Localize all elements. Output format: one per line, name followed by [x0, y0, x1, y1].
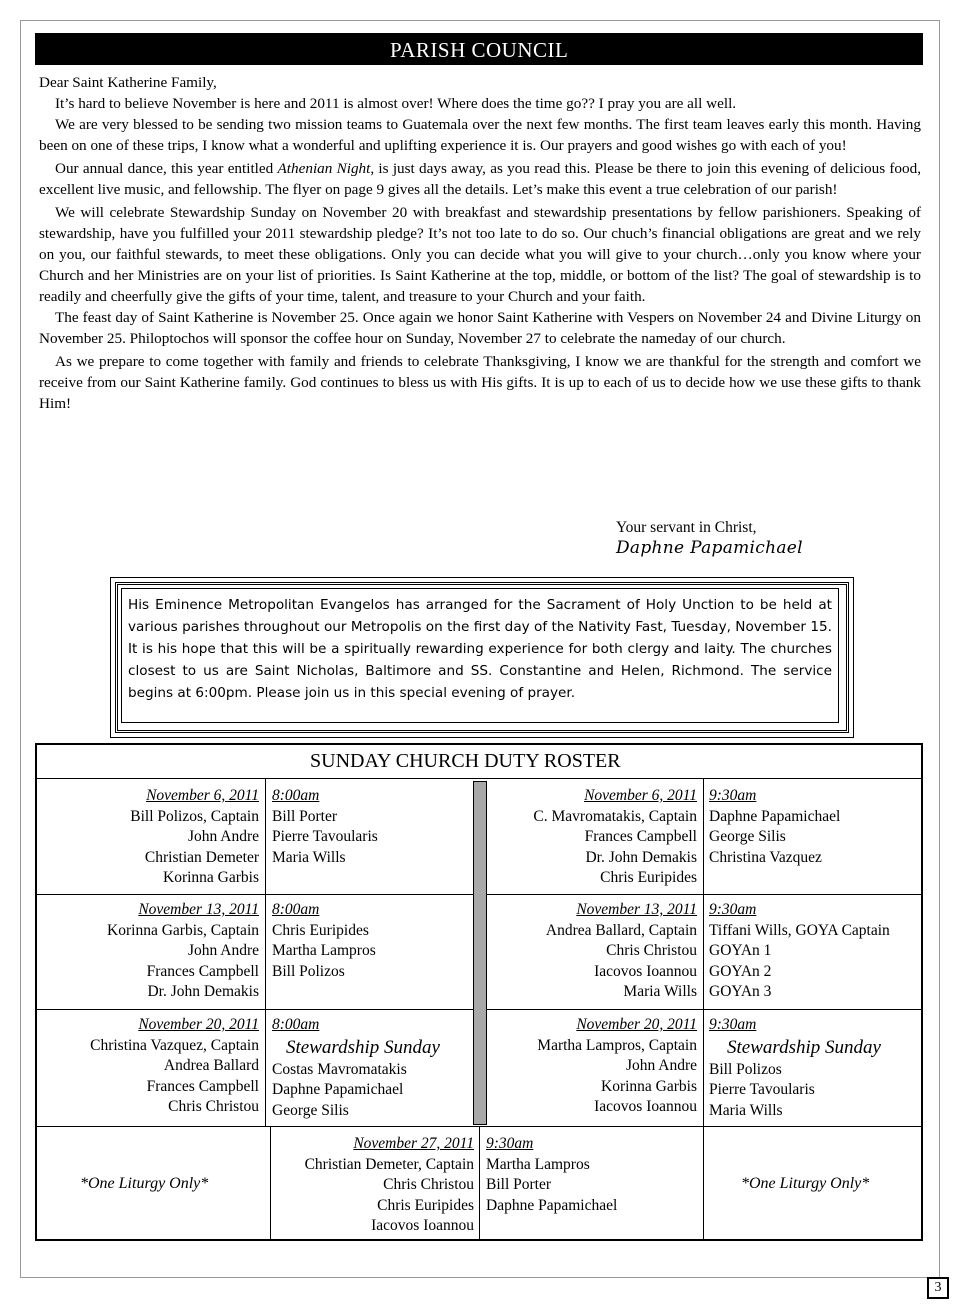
- unction-announcement: His Eminence Metropolitan Evangelos has arranged for the Sacrament of Holy Unction to be held at various parishes throughout our Metropolis on the first day of the Nativity Fast, Tuesday, November 15. It is his hope that this will be a spiritually rewarding experience for both clergy and laity. The churches closest to us are Saint Nicholas, Baltimore and SS. Constantine and Helen, Richmond. The service begins at 6:00pm. Please join us in this special evening of prayer.: [128, 597, 832, 701]
- nov20-930-time: 9:30am: [709, 1016, 757, 1033]
- list-item: George Silis: [272, 1101, 349, 1119]
- nov6-930-team: [709, 786, 840, 868]
- center-divider-pillar: [473, 781, 487, 1125]
- nov20-left-date: November 20, 2011: [138, 1016, 259, 1033]
- roster-title: SUNDAY CHURCH DUTY ROSTER: [310, 750, 621, 772]
- nov6-right-team: [533, 786, 697, 889]
- nov20-8am-time: 8:00am: [272, 1016, 320, 1033]
- p3-text-b: , is just days away, as you read this. Please be there to join this evening of delicious food, excellent live music, and fellowship. The flyer on page 9 gives all the details. Let’s make this event a true celebration of our parish!: [39, 160, 922, 198]
- col-divider-bottom-left: [270, 1127, 271, 1240]
- letter-closing: Your servant in Christ,: [616, 519, 757, 536]
- nov6-8am-time: 8:00am: [272, 787, 320, 804]
- list-item: Bill Polizos: [272, 962, 345, 980]
- nov6-left-date: November 6, 2011: [146, 787, 259, 804]
- stewardship-sunday-label: Stewardship Sunday: [286, 1036, 440, 1058]
- nov6-8am-team: [272, 786, 378, 868]
- nov20-left-team: [90, 1015, 259, 1118]
- list-item: Chris Christou: [168, 1098, 259, 1115]
- list-item: Daphne Papamichael: [272, 1081, 404, 1098]
- list-item: Iacovos Ioannou: [594, 962, 697, 980]
- nov13-left-team: [107, 900, 259, 1003]
- list-item: Andrea Ballard: [163, 1057, 259, 1074]
- list-item: Korinna Garbis: [601, 1077, 697, 1095]
- one-liturgy-note-right: *One Liturgy Only*: [741, 1175, 870, 1192]
- list-item: Christian Demeter: [144, 848, 259, 866]
- list-item: Frances Campbell: [584, 828, 697, 845]
- nov13-right-team: [546, 900, 697, 1003]
- list-item: Korinna Garbis: [163, 869, 259, 886]
- section-title: PARISH COUNCIL: [390, 38, 569, 62]
- list-item: Martha Lampros: [272, 942, 376, 959]
- list-item: Andrea Ballard, Captain: [545, 921, 697, 939]
- list-item: Daphne Papamichael: [486, 1196, 618, 1214]
- list-item: Maria Wills: [709, 1101, 783, 1119]
- list-item: John Andre: [187, 828, 259, 845]
- letter-paragraph-6: As we prepare to come together with family and friends to celebrate Thanksgiving, I know we are thankful for the strength and comfort we receive from our Saint Katherine family. God continues to bless us with His gifts. It is up to each of us to decide how we use these gifts to thank Him!: [39, 353, 921, 412]
- nov13-8am-team: [272, 900, 376, 982]
- list-item: Bill Polizos: [709, 1060, 782, 1078]
- nov13-left-date: November 13, 2011: [138, 901, 259, 918]
- list-item: Christian Demeter, Captain: [304, 1155, 474, 1173]
- list-item: Chris Euripides: [272, 921, 369, 939]
- dance-title: Athenian Night: [277, 160, 371, 177]
- page-number: 3: [927, 1277, 949, 1299]
- list-item: Korinna Garbis, Captain: [107, 921, 259, 939]
- stewardship-sunday-label: Stewardship Sunday: [727, 1036, 881, 1058]
- list-item: GOYAn 1: [709, 942, 772, 959]
- list-item: Tiffani Wills, GOYA Captain: [709, 921, 890, 939]
- letter-paragraph-4: We will celebrate Stewardship Sunday on November 20 with breakfast and stewardship presentations by fellow parishioners. Speaking of stewardship, have you fulfilled your 2011 stewardship pledge? It’s not too late to do so. Our chuch’s financial obligations are great and we rely on you, our faithful stewards, to meet these obligations. Only you can decide what you will give to your church…only you know where your Church and her Ministries are on your list of priorities. Is Saint Katherine at the top, middle, or bottom of the list? The goal of stewardship is to readily and cheerfully give the gifts of your time, talent, and treasure to your Church and your faith.: [39, 204, 921, 305]
- pastoral-letter: [39, 72, 921, 414]
- nov13-8am-time: 8:00am: [272, 901, 320, 918]
- list-item: George Silis: [709, 828, 786, 845]
- nov13-right-date: November 13, 2011: [576, 901, 697, 918]
- col-divider-bottom-right: [703, 1127, 704, 1240]
- one-liturgy-note-left: *One Liturgy Only*: [80, 1175, 209, 1192]
- list-item: Bill Polizos, Captain: [130, 807, 259, 825]
- list-item: Pierre Tavoularis: [272, 828, 378, 845]
- list-item: Iacovos Ioannou: [594, 1098, 697, 1115]
- list-item: Chris Euripides: [600, 869, 697, 886]
- list-item: Costas Mavromatakis: [272, 1060, 407, 1078]
- list-item: Frances Campbell: [146, 962, 259, 980]
- letter-paragraph-1: It’s hard to believe November is here and 2011 is almost over! Where does the time go?? I pray you are all well.: [55, 95, 737, 112]
- list-item: Dr. John Demakis: [147, 983, 259, 1000]
- list-item: Martha Lampros, Captain: [537, 1036, 697, 1054]
- nov13-930-time: 9:30am: [709, 901, 757, 918]
- list-item: Chris Euripides: [377, 1196, 474, 1214]
- nov27-team: [305, 1134, 474, 1237]
- nov20-right-date: November 20, 2011: [576, 1016, 697, 1033]
- list-item: Maria Wills: [623, 983, 697, 1000]
- list-item: Dr. John Demakis: [585, 848, 697, 866]
- nov20-8am-team: [272, 1015, 440, 1121]
- list-item: GOYAn 2: [709, 962, 772, 980]
- col-divider-left: [265, 779, 266, 1126]
- section-header: [35, 33, 923, 65]
- list-item: C. Mavromatakis, Captain: [533, 807, 697, 825]
- nov27-930-time: 9:30am: [486, 1135, 534, 1152]
- list-item: Bill Porter: [272, 807, 338, 825]
- list-item: Chris Christou: [383, 1176, 474, 1193]
- letter-paragraph-2: We are very blessed to be sending two mission teams to Guatemala over the next few months. The first team leaves early this month. Having been on one of these trips, I know what a wonderful and uplifting experience it is. Our prayers and good wishes go with each of you!: [39, 116, 921, 154]
- nov27-930-team: [486, 1134, 617, 1216]
- list-item: GOYAn 3: [709, 983, 772, 1000]
- list-item: Christina Vazquez, Captain: [90, 1036, 259, 1054]
- letter-paragraph-5: The feast day of Saint Katherine is November 25. Once again we honor Saint Katherine with Vespers on November 24 and Divine Liturgy on November 25. Philoptochos will sponsor the coffee hour on Sunday, November 27 to celebrate the nameday of our church.: [39, 309, 921, 347]
- roster-title-divider: [37, 778, 921, 779]
- p3-text-a: Our annual dance, this year entitled: [55, 160, 278, 177]
- list-item: Maria Wills: [272, 848, 346, 866]
- letter-greeting: Dear Saint Katherine Family,: [39, 74, 217, 91]
- list-item: Iacovos Ioannou: [371, 1217, 474, 1234]
- nov6-left-team: [130, 786, 259, 889]
- list-item: Christina Vazquez: [709, 848, 822, 866]
- list-item: John Andre: [625, 1057, 697, 1074]
- nov27-date: November 27, 2011: [353, 1135, 474, 1152]
- list-item: Bill Porter: [486, 1176, 552, 1193]
- nov13-930-team: [709, 900, 890, 1003]
- list-item: Frances Campbell: [146, 1077, 259, 1095]
- list-item: Martha Lampros: [486, 1155, 590, 1173]
- nov20-930-team: [709, 1015, 881, 1121]
- letter-paragraph-3: [39, 158, 921, 200]
- col-divider-right: [703, 779, 704, 1126]
- letter-signature: Daphne Papamichael: [616, 538, 803, 558]
- list-item: Daphne Papamichael: [709, 807, 841, 825]
- col-divider-bottom-mid: [479, 1127, 480, 1240]
- list-item: Chris Christou: [606, 942, 697, 959]
- list-item: Pierre Tavoularis: [709, 1081, 815, 1098]
- nov6-right-date: November 6, 2011: [584, 787, 697, 804]
- list-item: John Andre: [187, 942, 259, 959]
- nov6-930-time: 9:30am: [709, 787, 757, 804]
- nov20-right-team: [537, 1015, 697, 1118]
